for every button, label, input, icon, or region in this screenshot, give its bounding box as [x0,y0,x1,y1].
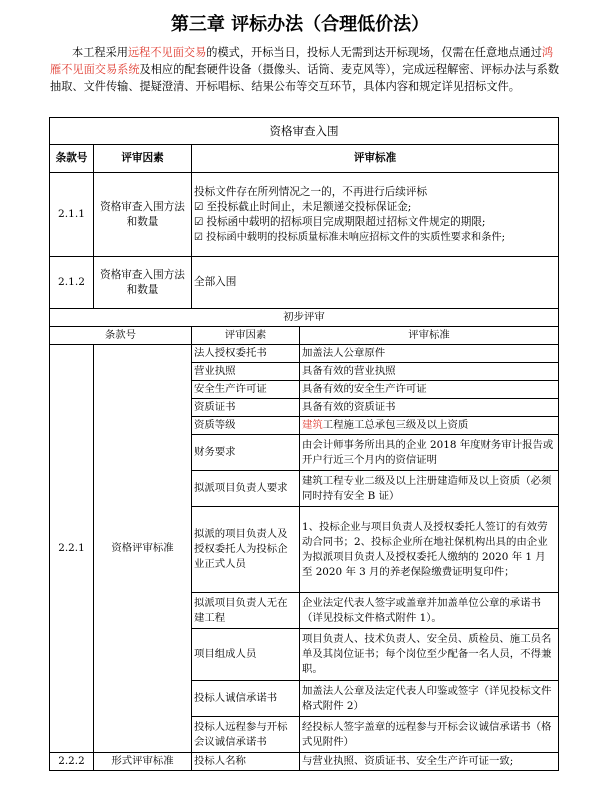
group-name-qualification: 资格评审标准 [94,345,192,753]
checklist-text: 至投标截止时间止，未足额递交投标保证金; [206,200,412,213]
standard-cell: 具备有效的资质证书 [300,399,559,417]
evaluation-table [49,117,559,771]
header-standard: 评审标准 [192,145,559,173]
page-title: 第三章 评标办法（合理低价法） [170,14,430,35]
standard-cell: 具备有效的安全生产许可证 [300,381,559,399]
header-factor: 评审因素 [94,145,192,173]
standard-2-1-2: 全部入围 [192,257,559,309]
factor-2-1-1: 资格审查入围方法和数量 [94,173,192,257]
standard-cell: 建筑工程专业二级及以上注册建造师及以上资质（必须同时持有安全 B 证） [300,471,559,507]
header-clause: 条款号 [50,145,94,173]
intro-link-system: 鸿雁不见面交易系统 [50,46,554,76]
standard-cell: 由会计师事务所出具的企业 2018 年度财务审计报告或开户行近三个月内的资信证明 [300,435,559,471]
clause-2-2-2: 2.2.2 [50,753,94,771]
intro-text-2: 的模式，开标当日，投标人无需到达开标现场，仅需在任意地点通过 [206,46,542,59]
standard-cell: 具备有效的营业执照 [300,363,559,381]
factor-cell: 资质证书 [192,399,300,417]
checklist-item [194,200,556,215]
factor-cell: 营业执照 [192,363,300,381]
factor-cell: 投标人名称 [192,753,300,771]
factor-cell: 拟派的项目负责人及授权委托人为投标企业正式人员 [192,507,300,593]
standard-lead: 投标文件存在所列情况之一的，不再进行后续评标 [194,185,428,198]
checklist-item [194,215,556,230]
checklist-text: 投标函中载明的投标质量标准未响应招标文件的实质性要求和条件; [206,231,506,243]
standard-2-1-1 [192,173,559,257]
intro-link-remote: 远程不见面交易 [127,46,207,59]
checklist-item [194,230,556,245]
intro-text-1: 本工程采用 [72,46,128,59]
factor-cell: 投标人诚信承诺书 [192,681,300,717]
header2-clause: 条款号 [50,327,192,345]
standard-cell: 经投标人签字盖章的远程参与开标会议诚信承诺书（格式见附件） [300,717,559,753]
standard-cell [300,417,559,435]
standard-cell: 加盖法人公章原件 [300,345,559,363]
factor-cell: 拟派项目负责人无在建工程 [192,593,300,629]
intro-paragraph [50,44,560,95]
clause-2-2-1: 2.2.1 [50,345,94,753]
clause-2-1-2: 2.1.2 [50,257,94,309]
section-title-preliminary: 初步评审 [50,309,559,327]
standard-highlight: 建筑 [302,419,323,431]
factor-cell: 拟派项目负责人要求 [192,471,300,507]
standard-text: 工程施工总承包三级及以上资质 [322,419,469,431]
header2-standard: 评审标准 [300,327,559,345]
checkbox-checked-icon: ☑ [194,215,204,228]
intro-text-3: 及相应的配套硬件设备（摄像头、话筒、麦克风等），完成远程解密、评标办法与系数抽取、文件传输、提疑澄清、开标唱标、结果公布等交互环节，具体内容和规定详见招标文件。 [50,63,560,93]
factor-cell: 法人授权委托书 [192,345,300,363]
standard-cell: 1、投标企业与项目负责人及授权委托人签订的有效劳动合同书；2、投标企业所在地社保机构出具的由企业为拟派项目负责人及授权委托人缴纳的 2020 年 1 月至 2020 年 3 月的养老保险缴费证明复印件； [300,507,559,593]
standard-cell: 企业法定代表人签字或盖章并加盖单位公章的承诺书（详见投标文件格式附件 1）。 [300,593,559,629]
factor-cell: 安全生产许可证 [192,381,300,399]
standard-cell: 与营业执照、资质证书、安全生产许可证一致; [300,753,559,771]
checkbox-checked-icon: ☑ [194,200,204,213]
factor-cell: 投标人远程参与开标会议诚信承诺书 [192,717,300,753]
factor-cell: 资质等级 [192,417,300,435]
checklist-text: 投标函中载明的招标项目完成期限超过招标文件规定的期限; [206,215,486,228]
header2-factor: 评审因素 [192,327,300,345]
section-title-qualification: 资格审查入围 [50,118,559,145]
checkbox-checked-icon: ☑ [194,231,204,243]
standard-cell: 项目负责人、技术负责人、安全员、质检员、施工员名单及其岗位证书；每个岗位至少配备一名人员，不得兼职。 [300,629,559,681]
clause-2-1-1: 2.1.1 [50,173,94,257]
factor-cell: 财务要求 [192,435,300,471]
factor-cell: 项目组成人员 [192,629,300,681]
standard-cell: 加盖法人公章及法定代表人印鉴或签字（详见投标文件格式附件 2） [300,681,559,717]
factor-2-1-2: 资格审查入围方法和数量 [94,257,192,309]
group-name-formal: 形式评审标准 [94,753,192,771]
